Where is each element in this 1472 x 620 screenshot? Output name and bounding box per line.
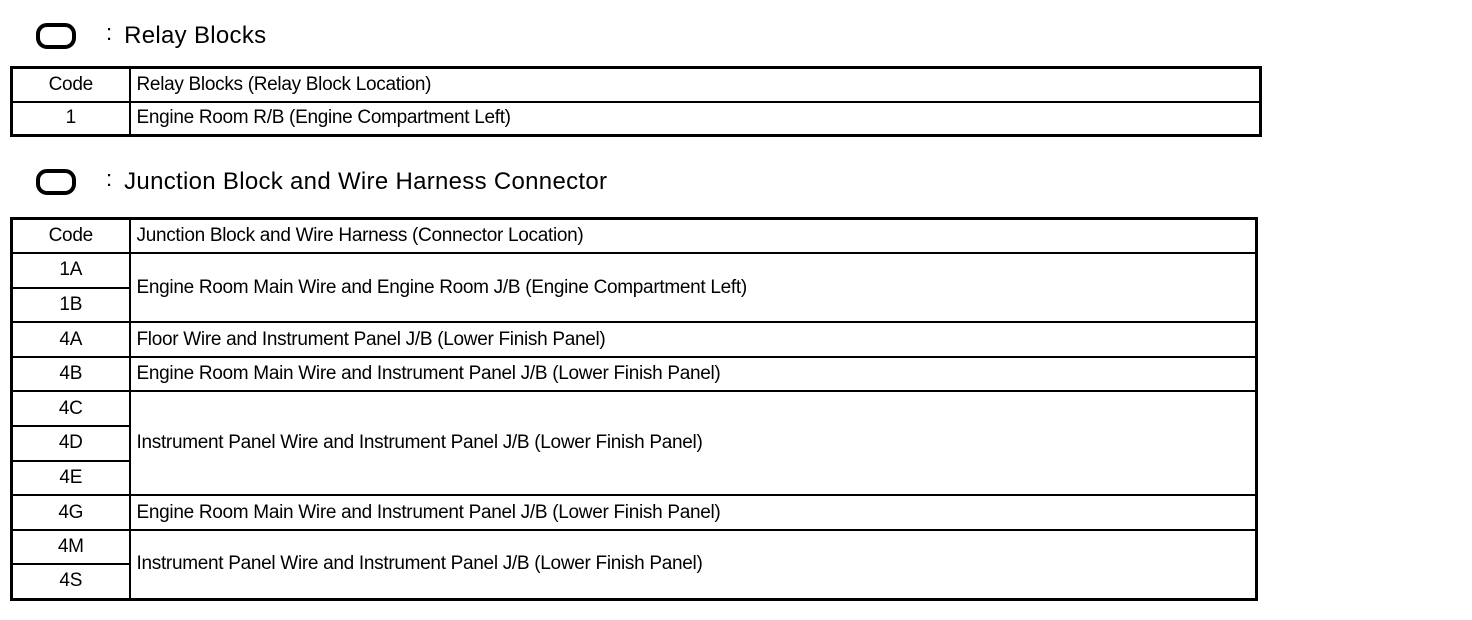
code-header: Code: [12, 219, 130, 254]
code-cell: 4G: [12, 495, 130, 530]
code-header: Code: [12, 68, 130, 102]
location-cell: Engine Room Main Wire and Instrument Panel J/B (Lower Finish Panel): [130, 495, 1257, 530]
code-cell: 4E: [12, 461, 130, 496]
table-row: [12, 322, 1257, 357]
code-cell: 4M: [12, 530, 130, 565]
code-cell: 1A: [12, 253, 130, 288]
table-header-row: [12, 68, 1261, 102]
location-header: Junction Block and Wire Harness (Connector Location): [130, 219, 1257, 254]
junction-block-table: [10, 217, 1258, 601]
relay-block-symbol-icon: [36, 23, 76, 49]
code-cell: 4D: [12, 426, 130, 461]
relay-blocks-table: [10, 66, 1262, 137]
table-header-row: [12, 219, 1257, 254]
heading-colon: :: [106, 20, 113, 45]
table-row: [12, 253, 1257, 288]
table-row: [12, 530, 1257, 565]
junction-block-heading: [36, 168, 607, 196]
code-cell: 1B: [12, 288, 130, 323]
code-cell: 4C: [12, 391, 130, 426]
junction-block-symbol-icon: [36, 169, 76, 195]
table-row: [12, 495, 1257, 530]
location-cell: Instrument Panel Wire and Instrument Panel J/B (Lower Finish Panel): [130, 530, 1257, 599]
location-cell: Instrument Panel Wire and Instrument Panel J/B (Lower Finish Panel): [130, 391, 1257, 495]
heading-colon: :: [106, 166, 113, 191]
location-cell: Floor Wire and Instrument Panel J/B (Lower Finish Panel): [130, 322, 1257, 357]
location-cell: Engine Room Main Wire and Instrument Panel J/B (Lower Finish Panel): [130, 357, 1257, 392]
code-cell: 4S: [12, 564, 130, 599]
table-row: [12, 357, 1257, 392]
location-cell: Engine Room R/B (Engine Compartment Left): [130, 102, 1261, 136]
code-cell: 4A: [12, 322, 130, 357]
location-header: Relay Blocks (Relay Block Location): [130, 68, 1261, 102]
relay-blocks-heading: [36, 22, 266, 50]
section-title: Relay Blocks: [124, 22, 267, 49]
section-title: Junction Block and Wire Harness Connector: [124, 168, 608, 195]
code-cell: 4B: [12, 357, 130, 392]
location-cell: Engine Room Main Wire and Engine Room J/B (Engine Compartment Left): [130, 253, 1257, 322]
table-row: [12, 391, 1257, 426]
table-row: [12, 102, 1261, 136]
code-cell: 1: [12, 102, 130, 136]
